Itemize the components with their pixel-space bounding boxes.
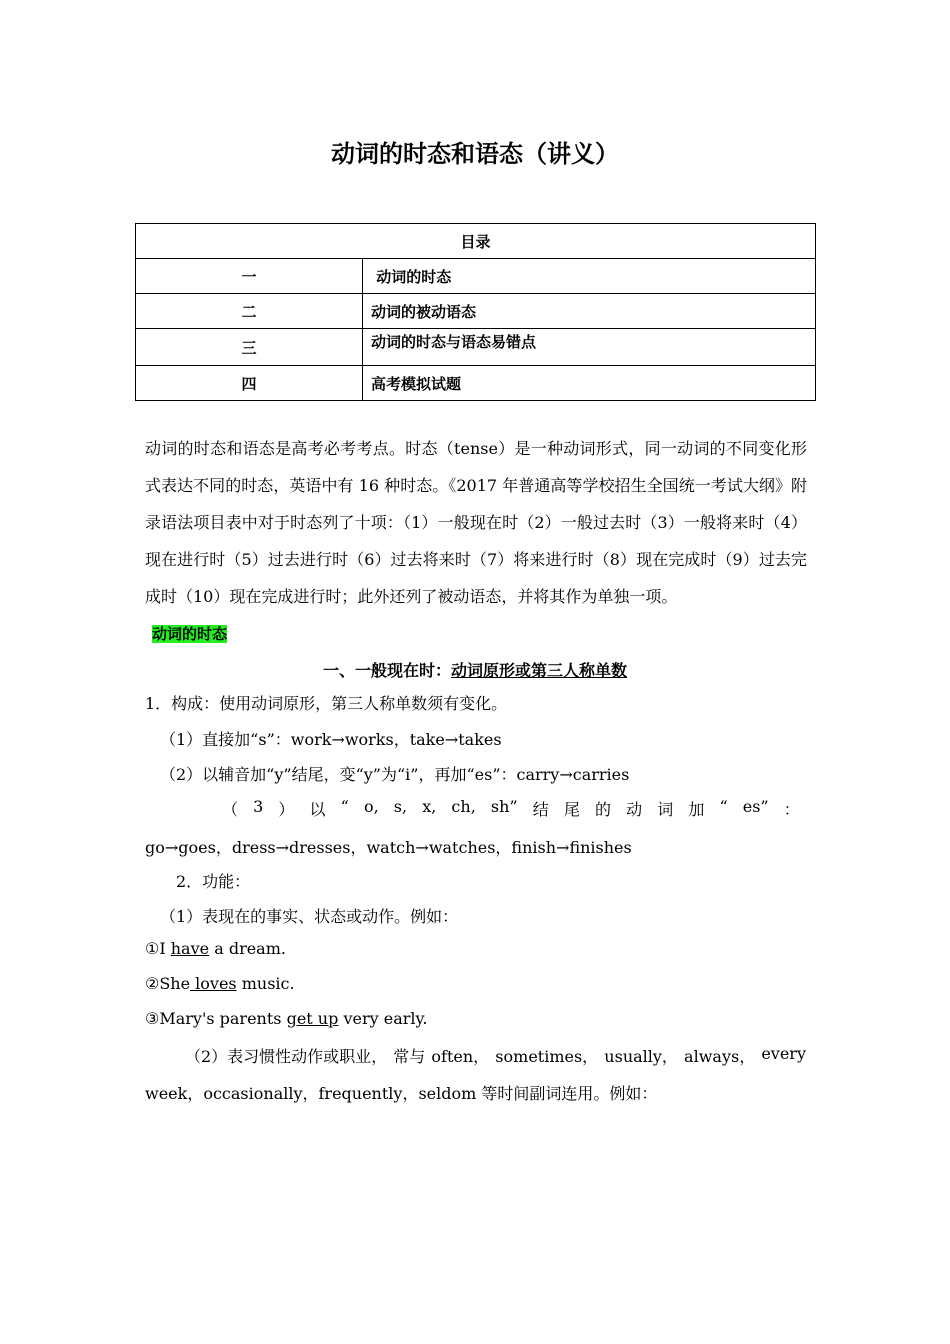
spread-token: usually，	[604, 1047, 678, 1066]
spread-token: 3	[253, 797, 264, 816]
spread-token: 结	[532, 800, 549, 819]
example-verb: get up	[286, 1009, 339, 1028]
section-underlined: 动词原形或第三人称单数	[451, 661, 628, 680]
line-function: 2．功能：	[176, 872, 251, 891]
toc-label: 动词的时态	[363, 259, 816, 294]
example-verb: have	[170, 939, 210, 958]
spread-token: 词	[657, 800, 674, 819]
spread-token: 常与	[393, 1047, 426, 1066]
line-rule-2: （2）以辅音加“y”结尾，变“y”为“i”，再加“es”：carry→carries	[160, 765, 630, 784]
example-text: ③Mary's parents	[145, 1009, 287, 1028]
example-text: music.	[236, 974, 295, 993]
example-2	[145, 974, 295, 993]
toc-num: 二	[136, 294, 363, 329]
spread-token: （	[222, 800, 239, 819]
toc-header: 目录	[136, 224, 816, 259]
spread-token: 尾	[563, 800, 580, 819]
spread-token: every	[761, 1044, 806, 1063]
spread-token: （2）表习惯性动作或职业，	[185, 1047, 388, 1066]
section-heading	[0, 658, 950, 681]
toc-table	[135, 223, 816, 401]
line-structure: 1．构成：使用动词原形，第三人称单数须有变化。	[145, 694, 508, 713]
line-rule-3	[222, 797, 800, 820]
spread-token: 动	[626, 800, 643, 819]
spread-token: 以	[309, 800, 326, 819]
toc-num: 一	[136, 259, 363, 294]
example-1	[145, 939, 286, 958]
line-function-2-cont: week，occasionally，frequently，seldom 等时间副词连用。例如：	[145, 1084, 658, 1103]
toc-label: 动词的被动语态	[363, 294, 816, 329]
toc-row	[136, 294, 816, 329]
toc-label: 动词的时态与语态易错点	[363, 329, 816, 366]
spread-token: “	[719, 797, 728, 816]
example-text: ②She	[145, 974, 191, 993]
toc-label: 高考模拟试题	[363, 366, 816, 401]
intro-paragraph: 动词的时态和语态是高考必考考点。时态（tense）是一种动词形式，同一动词的不同变化形式表达不同的时态，英语中有 16 种时态。《2017 年普通高等学校招生全国统一考试大纲》附录语法项目表中对于时态列了十项：（1）一般现在时（2）一般过去时（3）一般将来时（4）现在进行时（5）过去进行时（6）过去将来时（7）将来进行时（8）现在完成时（9）过去完成时（10）现在完成进行时；此外还列了被动语态，并将其作为单独一项。	[145, 439, 807, 606]
spread-token: ：	[783, 800, 800, 819]
spread-token: ch,	[451, 797, 476, 816]
section-prefix: 一、一般现在时：	[322, 661, 451, 680]
example-3	[145, 1009, 428, 1028]
spread-token: 的	[594, 800, 611, 819]
toc-num: 三	[136, 329, 363, 366]
toc-row	[136, 259, 816, 294]
page-title: 动词的时态和语态（讲义）	[331, 140, 619, 168]
spread-token: sh”	[490, 797, 518, 816]
example-text: a dream.	[209, 939, 286, 958]
spread-token: often，	[431, 1047, 490, 1066]
toc-row	[136, 329, 816, 366]
line-function-1: （1）表现在的事实、状态或动作。例如：	[160, 907, 459, 926]
line-examples: go→goes，dress→dresses，watch→watches，finish→finishes	[145, 838, 632, 857]
line-rule-1: （1）直接加“s”：work→works，take→takes	[160, 730, 502, 749]
spread-token: ）	[278, 800, 295, 819]
example-text: very early.	[338, 1009, 428, 1028]
example-text: ①I	[145, 939, 171, 958]
spread-token: sometimes，	[495, 1047, 599, 1066]
spread-token: es”	[742, 797, 769, 816]
spread-token: always，	[684, 1047, 756, 1066]
spread-token: x,	[422, 797, 437, 816]
spread-token: 加	[688, 800, 705, 819]
toc-row	[136, 366, 816, 401]
highlight-heading	[152, 623, 227, 644]
toc-num: 四	[136, 366, 363, 401]
spread-token: s,	[393, 797, 408, 816]
spread-token: “	[340, 797, 349, 816]
spread-token: o,	[363, 797, 379, 816]
line-function-2	[185, 1044, 806, 1067]
example-verb: loves	[190, 974, 237, 993]
highlight-text: 动词的时态	[152, 625, 228, 643]
